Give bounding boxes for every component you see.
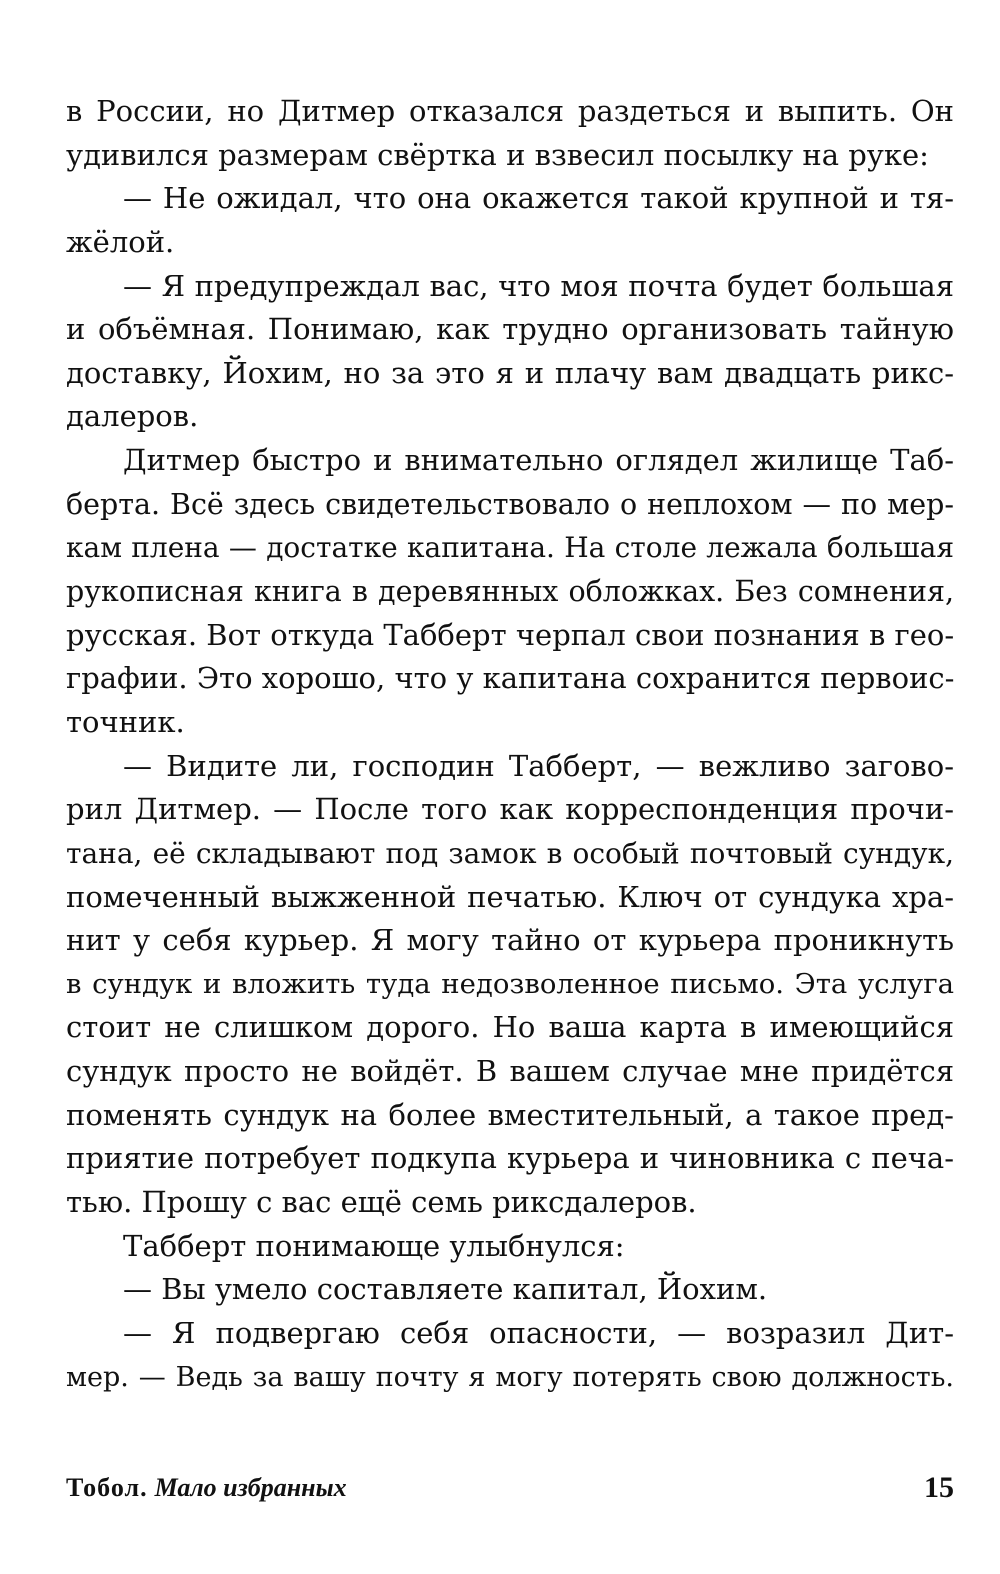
- text-line: графии. Это хорошо, что у капитана сохранится первоис-: [66, 661, 954, 696]
- text-line: рукописная книга в деревянных обложках. Без сомнения,: [66, 575, 954, 609]
- text-line: сундук просто не войдёт. В вашем случае мне придётся: [66, 1054, 954, 1089]
- text-line: приятие потребует подкупа курьера и чиновника с печа-: [66, 1141, 954, 1176]
- text-line: в России, но Дитмер отказался раздеться и выпить. Он: [66, 94, 954, 128]
- text-line: точник.: [66, 704, 185, 739]
- text-line: русская. Вот откуда Табберт черпал свои познания в гео-: [66, 617, 954, 652]
- text-line: помеченный выжженной печатью. Ключ от сундука хра-: [66, 879, 954, 914]
- text-line: поменять сундук на более вместительный, а такое пред-: [66, 1097, 954, 1132]
- text-line: — Я подвергаю себя опасности, — возразил Дит-: [123, 1315, 954, 1350]
- text-line: Дитмер быстро и внимательно оглядел жилище Таб-: [123, 443, 954, 478]
- text-line: — Я предупреждал вас, что моя почта будет большая: [123, 268, 954, 303]
- text-line: в сундук и вложить туда недозволенное письмо. Эта услуга: [66, 967, 954, 1000]
- text-line: — Видите ли, господин Табберт, — вежливо загово-: [123, 748, 954, 783]
- text-line: и объёмная. Понимаю, как трудно организовать тайную: [66, 312, 954, 347]
- running-title-volume: Мало избранных: [154, 1473, 347, 1502]
- text-line: рил Дитмер. — После того как корреспонденция прочи-: [66, 792, 954, 827]
- text-line: — Не ожидал, что она окажется такой крупной и тя-: [123, 181, 954, 216]
- text-line: берта. Всё здесь свидетельствовало о неплохом — по мер-: [66, 487, 954, 521]
- body-text: [66, 90, 954, 1399]
- text-line: Табберт понимающе улыбнулся:: [123, 1228, 625, 1263]
- running-title-book: Тобол.: [66, 1473, 148, 1502]
- text-line: кам плена — достатке капитана. На столе лежала большая: [66, 531, 954, 565]
- text-line: тана, её складывают под замок в особый почтовый сундук,: [66, 836, 954, 870]
- text-line: стоит не слишком дорого. Но ваша карта в имеющийся: [66, 1010, 954, 1045]
- page-footer: [66, 1468, 954, 1508]
- page-number: 15: [924, 1471, 954, 1504]
- text-line: мер. — Ведь за вашу почту я могу потерять свою должность.: [66, 1361, 954, 1393]
- text-line: удивился размерам свёртка и взвесил посылку на руке:: [66, 137, 929, 172]
- text-line: нит у себя курьер. Я могу тайно от курьера проникнуть: [66, 923, 954, 958]
- text-line: — Вы умело составляете капитал, Йохим.: [123, 1272, 768, 1307]
- text-line: тью. Прошу с вас ещё семь риксдалеров.: [66, 1185, 697, 1220]
- running-title: [66, 1468, 347, 1508]
- text-line: доставку, Йохим, но за это я и плачу вам двадцать рикс-: [66, 355, 954, 390]
- text-line: жёлой.: [66, 224, 175, 259]
- text-line: далеров.: [66, 399, 199, 434]
